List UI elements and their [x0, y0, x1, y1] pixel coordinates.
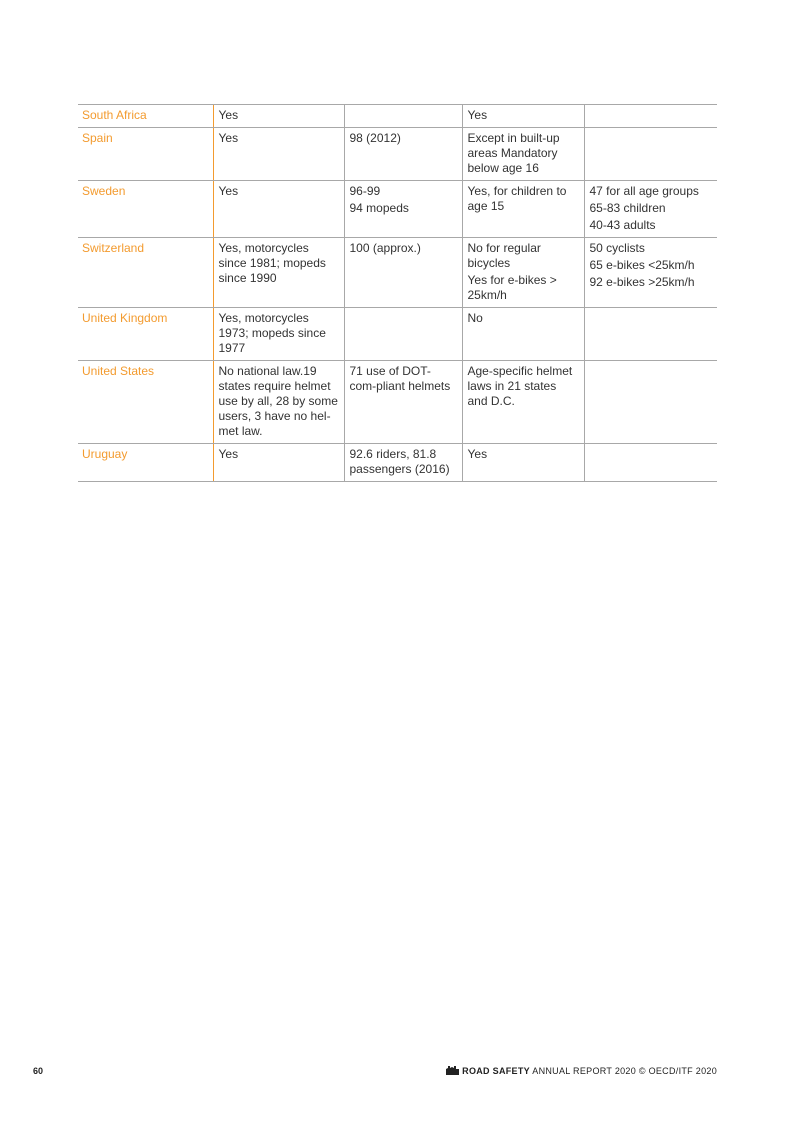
cell-line: Yes — [467, 108, 488, 122]
cell-line: 94 mopeds — [349, 201, 409, 215]
cell-line: No national law.19 states require helmet use by all, 28 by some users, 3 have no hel-met law. — [218, 364, 338, 438]
cell-line: Yes, for children to age 15 — [467, 184, 567, 213]
helmet-law-cell — [213, 361, 344, 444]
cell-line: Yes — [218, 131, 239, 145]
cell-line: Yes, motorcycles 1973; mopeds since 1977 — [218, 311, 326, 355]
wearing-rate-cell — [344, 444, 462, 482]
helmet-law-cell — [213, 128, 344, 181]
cycle-helmet-law-cell — [462, 238, 584, 308]
cell-line: No — [467, 311, 483, 325]
table-body — [78, 105, 717, 482]
cycle-wearing-rate-cell — [584, 361, 717, 444]
cell-line: 100 (approx.) — [349, 241, 421, 255]
wearing-rate-cell — [344, 361, 462, 444]
report-footer — [446, 1066, 717, 1076]
cell-line: 65 e-bikes <25km/h — [589, 258, 695, 272]
helmet-law-cell — [213, 105, 344, 128]
cell-line: No for regular bicycles — [467, 241, 541, 270]
wearing-rate-cell — [344, 128, 462, 181]
table-row — [78, 444, 717, 482]
cycle-helmet-law-cell — [462, 361, 584, 444]
cell-line: Yes for e-bikes > 25km/h — [467, 273, 557, 302]
cell-line: 47 for all age groups — [589, 184, 699, 198]
cell-line: Yes — [218, 447, 239, 461]
table-row — [78, 308, 717, 361]
cycle-helmet-law-cell — [462, 444, 584, 482]
cell-line: 96-99 — [349, 184, 381, 198]
helmet-law-cell — [213, 444, 344, 482]
wearing-rate-cell — [344, 238, 462, 308]
cycle-helmet-law-cell — [462, 308, 584, 361]
cell-line: 92.6 riders, 81.8 passengers (2016) — [349, 447, 450, 476]
itf-logo-icon — [446, 1066, 459, 1075]
cell-line: 71 use of DOT-com-pliant helmets — [349, 364, 451, 393]
cycle-helmet-law-cell — [462, 181, 584, 238]
cell-line: 98 (2012) — [349, 131, 401, 145]
cell-line: 40-43 adults — [589, 218, 656, 232]
country-cell: Spain — [78, 128, 213, 181]
cell-line: Except in built-up areas Mandatory below age 16 — [467, 131, 560, 175]
cell-line: Yes, motorcycles since 1981; mopeds since 1990 — [218, 241, 326, 285]
cell-line: Yes — [467, 447, 488, 461]
table-row — [78, 238, 717, 308]
cycle-wearing-rate-cell — [584, 181, 717, 238]
helmet-law-cell — [213, 181, 344, 238]
cell-line: Yes — [218, 184, 239, 198]
wearing-rate-cell — [344, 181, 462, 238]
wearing-rate-cell — [344, 105, 462, 128]
country-cell: South Africa — [78, 105, 213, 128]
cycle-wearing-rate-cell — [584, 128, 717, 181]
cell-line: Yes — [218, 108, 239, 122]
cycle-wearing-rate-cell — [584, 238, 717, 308]
country-cell: United Kingdom — [78, 308, 213, 361]
report-title-bold: ROAD SAFETY — [462, 1066, 530, 1076]
table-row — [78, 105, 717, 128]
page-number: 60 — [33, 1066, 44, 1076]
country-cell: United States — [78, 361, 213, 444]
table-row — [78, 128, 717, 181]
country-cell: Uruguay — [78, 444, 213, 482]
cycle-helmet-law-cell — [462, 128, 584, 181]
report-title-rest: ANNUAL REPORT 2020 © OECD/ITF 2020 — [532, 1066, 717, 1076]
table-row — [78, 361, 717, 444]
cycle-wearing-rate-cell — [584, 105, 717, 128]
helmet-law-table — [78, 104, 717, 482]
cycle-wearing-rate-cell — [584, 444, 717, 482]
country-cell: Switzerland — [78, 238, 213, 308]
cell-line: 65-83 children — [589, 201, 666, 215]
helmet-law-cell — [213, 238, 344, 308]
cycle-helmet-law-cell — [462, 105, 584, 128]
cell-line: 50 cyclists — [589, 241, 645, 255]
country-cell: Sweden — [78, 181, 213, 238]
cycle-wearing-rate-cell — [584, 308, 717, 361]
cell-line: Age-specific helmet laws in 21 states and D.C. — [467, 364, 573, 408]
helmet-law-cell — [213, 308, 344, 361]
wearing-rate-cell — [344, 308, 462, 361]
cell-line: 92 e-bikes >25km/h — [589, 275, 695, 289]
table-row — [78, 181, 717, 238]
